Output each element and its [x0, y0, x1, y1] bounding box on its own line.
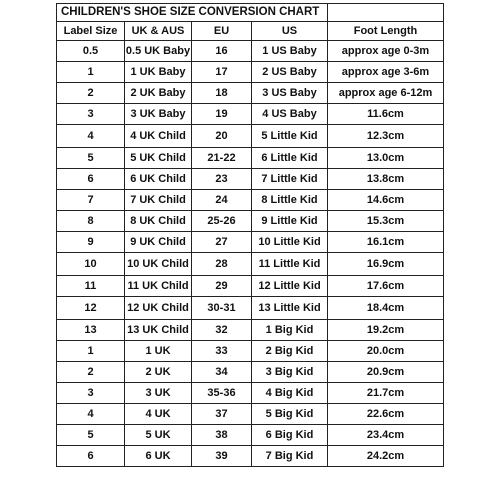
header-eu: EU	[192, 22, 252, 41]
cell-us: 10 Little Kid	[252, 232, 328, 253]
table-row	[57, 169, 444, 190]
cell-uk-aus: 3 UK	[125, 383, 192, 404]
table-row	[57, 83, 444, 104]
cell-us: 3 Big Kid	[252, 362, 328, 383]
cell-eu: 30-31	[192, 297, 252, 320]
cell-foot-length: 14.6cm	[328, 190, 444, 211]
table-row	[57, 232, 444, 253]
cell-label-size: 6	[57, 169, 125, 190]
cell-label-size: 12	[57, 297, 125, 320]
cell-us: 4 Big Kid	[252, 383, 328, 404]
cell-label-size: 9	[57, 232, 125, 253]
cell-label-size: 0.5	[57, 41, 125, 62]
cell-eu: 21-22	[192, 148, 252, 169]
cell-foot-length: 19.2cm	[328, 320, 444, 341]
table-row	[57, 446, 444, 467]
table-row	[57, 297, 444, 320]
title-blank-cell	[328, 4, 444, 22]
cell-eu: 24	[192, 190, 252, 211]
cell-label-size: 2	[57, 83, 125, 104]
cell-uk-aus: 2 UK	[125, 362, 192, 383]
cell-us: 5 Big Kid	[252, 404, 328, 425]
cell-uk-aus: 5 UK	[125, 425, 192, 446]
table-row	[57, 383, 444, 404]
table-row	[57, 253, 444, 276]
cell-us: 7 Little Kid	[252, 169, 328, 190]
header-label-size: Label Size	[57, 22, 125, 41]
cell-foot-length: 16.1cm	[328, 232, 444, 253]
header-us: US	[252, 22, 328, 41]
chart-title: CHILDREN'S SHOE SIZE CONVERSION CHART	[57, 4, 328, 22]
table-row	[57, 404, 444, 425]
cell-label-size: 3	[57, 383, 125, 404]
cell-us: 13 Little Kid	[252, 297, 328, 320]
header-row	[57, 22, 444, 41]
cell-uk-aus: 4 UK Child	[125, 125, 192, 148]
cell-uk-aus: 11 UK Child	[125, 276, 192, 297]
cell-eu: 27	[192, 232, 252, 253]
cell-foot-length: 22.6cm	[328, 404, 444, 425]
cell-uk-aus: 2 UK Baby	[125, 83, 192, 104]
cell-us: 4 US Baby	[252, 104, 328, 125]
cell-label-size: 5	[57, 425, 125, 446]
cell-eu: 16	[192, 41, 252, 62]
cell-foot-length: 11.6cm	[328, 104, 444, 125]
cell-eu: 18	[192, 83, 252, 104]
cell-eu: 35-36	[192, 383, 252, 404]
cell-uk-aus: 6 UK	[125, 446, 192, 467]
cell-foot-length: approx age 6-12m	[328, 83, 444, 104]
table-row	[57, 276, 444, 297]
header-foot-length: Foot Length	[328, 22, 444, 41]
cell-us: 11 Little Kid	[252, 253, 328, 276]
cell-us: 1 Big Kid	[252, 320, 328, 341]
cell-eu: 39	[192, 446, 252, 467]
table-row	[57, 362, 444, 383]
cell-eu: 37	[192, 404, 252, 425]
table-row	[57, 425, 444, 446]
cell-label-size: 7	[57, 190, 125, 211]
cell-foot-length: 17.6cm	[328, 276, 444, 297]
cell-eu: 38	[192, 425, 252, 446]
cell-eu: 33	[192, 341, 252, 362]
cell-uk-aus: 3 UK Baby	[125, 104, 192, 125]
table-row	[57, 341, 444, 362]
cell-eu: 29	[192, 276, 252, 297]
cell-eu: 20	[192, 125, 252, 148]
cell-foot-length: 12.3cm	[328, 125, 444, 148]
cell-label-size: 4	[57, 404, 125, 425]
cell-eu: 28	[192, 253, 252, 276]
cell-uk-aus: 8 UK Child	[125, 211, 192, 232]
cell-us: 12 Little Kid	[252, 276, 328, 297]
cell-uk-aus: 10 UK Child	[125, 253, 192, 276]
cell-eu: 25-26	[192, 211, 252, 232]
cell-label-size: 2	[57, 362, 125, 383]
table-row	[57, 148, 444, 169]
cell-uk-aus: 12 UK Child	[125, 297, 192, 320]
cell-us: 5 Little Kid	[252, 125, 328, 148]
cell-eu: 19	[192, 104, 252, 125]
cell-foot-length: 20.9cm	[328, 362, 444, 383]
table-row	[57, 62, 444, 83]
table-row	[57, 41, 444, 62]
cell-us: 2 Big Kid	[252, 341, 328, 362]
table-row	[57, 125, 444, 148]
cell-foot-length: 23.4cm	[328, 425, 444, 446]
cell-foot-length: 16.9cm	[328, 253, 444, 276]
cell-foot-length: 13.8cm	[328, 169, 444, 190]
table-row	[57, 190, 444, 211]
cell-uk-aus: 9 UK Child	[125, 232, 192, 253]
cell-label-size: 1	[57, 341, 125, 362]
cell-us: 6 Little Kid	[252, 148, 328, 169]
cell-foot-length: 20.0cm	[328, 341, 444, 362]
cell-eu: 32	[192, 320, 252, 341]
cell-label-size: 8	[57, 211, 125, 232]
cell-foot-length: 13.0cm	[328, 148, 444, 169]
cell-label-size: 3	[57, 104, 125, 125]
cell-label-size: 10	[57, 253, 125, 276]
cell-foot-length: approx age 0-3m	[328, 41, 444, 62]
cell-us: 3 US Baby	[252, 83, 328, 104]
cell-us: 6 Big Kid	[252, 425, 328, 446]
cell-us: 8 Little Kid	[252, 190, 328, 211]
cell-uk-aus: 13 UK Child	[125, 320, 192, 341]
cell-us: 9 Little Kid	[252, 211, 328, 232]
header-uk-aus: UK & AUS	[125, 22, 192, 41]
table-row	[57, 211, 444, 232]
cell-us: 1 US Baby	[252, 41, 328, 62]
title-row	[57, 4, 444, 22]
cell-foot-length: 15.3cm	[328, 211, 444, 232]
cell-uk-aus: 5 UK Child	[125, 148, 192, 169]
cell-uk-aus: 1 UK	[125, 341, 192, 362]
cell-foot-length: 21.7cm	[328, 383, 444, 404]
cell-uk-aus: 4 UK	[125, 404, 192, 425]
table-row	[57, 320, 444, 341]
cell-foot-length: approx age 3-6m	[328, 62, 444, 83]
cell-label-size: 4	[57, 125, 125, 148]
cell-us: 7 Big Kid	[252, 446, 328, 467]
cell-label-size: 1	[57, 62, 125, 83]
cell-foot-length: 24.2cm	[328, 446, 444, 467]
size-conversion-table	[56, 3, 444, 467]
table-row	[57, 104, 444, 125]
cell-label-size: 11	[57, 276, 125, 297]
cell-uk-aus: 6 UK Child	[125, 169, 192, 190]
cell-foot-length: 18.4cm	[328, 297, 444, 320]
cell-uk-aus: 0.5 UK Baby	[125, 41, 192, 62]
cell-uk-aus: 1 UK Baby	[125, 62, 192, 83]
cell-us: 2 US Baby	[252, 62, 328, 83]
cell-label-size: 5	[57, 148, 125, 169]
cell-eu: 23	[192, 169, 252, 190]
cell-label-size: 13	[57, 320, 125, 341]
cell-label-size: 6	[57, 446, 125, 467]
cell-eu: 17	[192, 62, 252, 83]
cell-eu: 34	[192, 362, 252, 383]
cell-uk-aus: 7 UK Child	[125, 190, 192, 211]
